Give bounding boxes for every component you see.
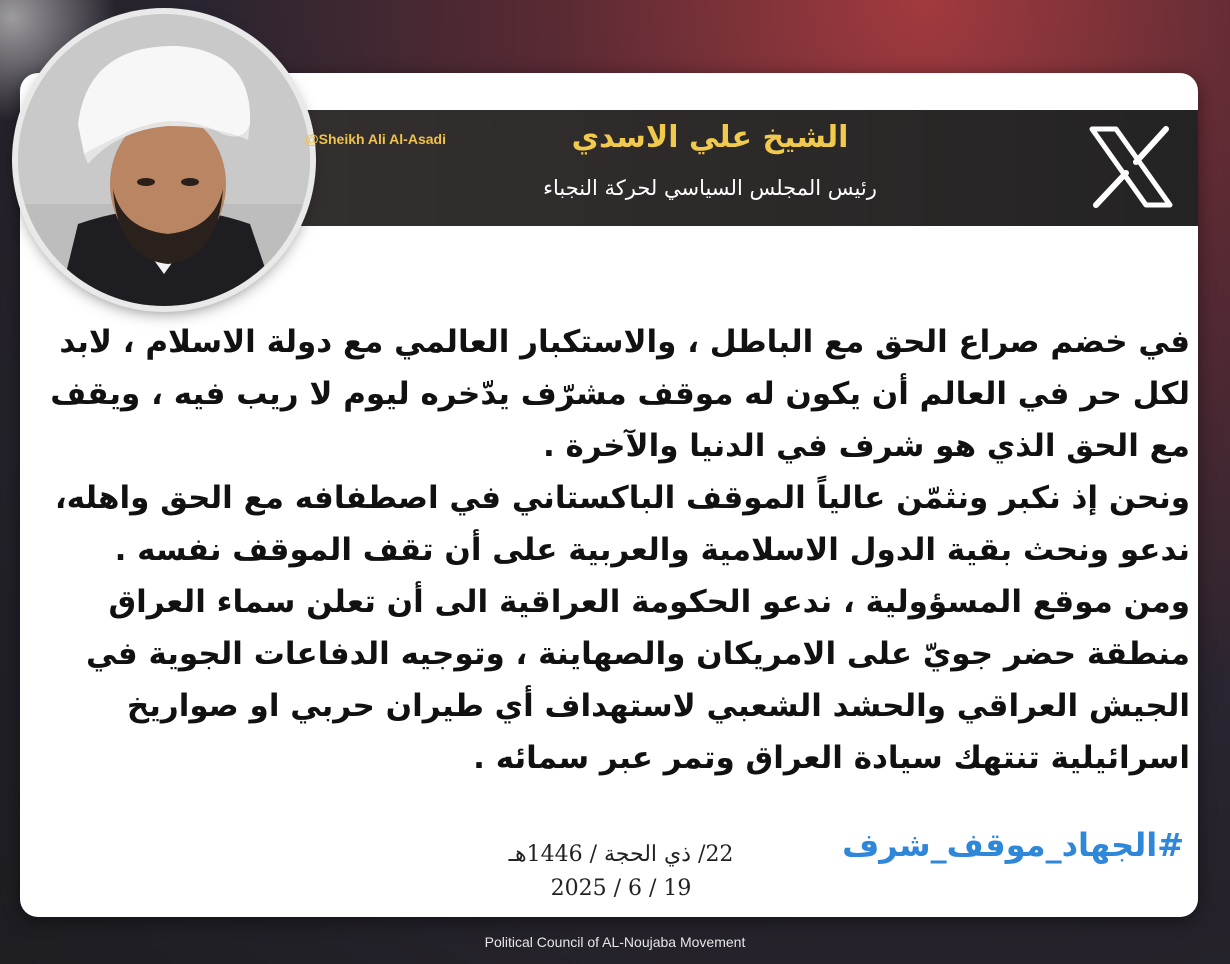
avatar-portrait-icon bbox=[18, 14, 310, 306]
gregorian-date: 2025 / 6 / 19 bbox=[550, 876, 692, 901]
statement-paragraph: في خضم صراع الحق مع الباطل ، والاستكبار العالمي مع دولة الاسلام ، لابد لكل حر في العالم أن يكون له موقف مشرّف يدّخره ليوم لا ريب فيه ، ويقف مع الحق الذي هو شرف في الدنيا والآخرة . bbox=[50, 324, 1190, 464]
statement-paragraph: ونحن إذ نكبر ونثمّن عالياً الموقف الباكستاني في اصطفافه مع الحق واهله، ندعو ونحث بقية الدول الاسلامية والعربية على أن تقف الموقف نفسه . bbox=[54, 480, 1190, 568]
twitter-handle: @Sheikh Ali Al-Asadi bbox=[305, 131, 446, 147]
hijri-date: 22/ ذي الحجة / 1446هـ bbox=[508, 842, 734, 867]
author-title: رئيس المجلس السياسي لحركة النجباء bbox=[543, 176, 877, 200]
statement-body bbox=[38, 316, 1190, 784]
footer-caption: Political Council of AL-Noujaba Movement bbox=[484, 934, 746, 950]
x-logo-icon bbox=[1088, 126, 1174, 208]
statement-paragraph: ومن موقع المسؤولية ، ندعو الحكومة العراقية الى أن تعلن سماء العراق منطقة حضر جويّ على الامريكان والصهاينة ، وتوجيه الدفاعات الجوية في الجيش العراقي والحشد الشعبي لاستهداف أي طيران حربي او صواريخ اسرائيلية تنتهك سيادة العراق وتمر عبر سمائه . bbox=[85, 584, 1190, 776]
author-name: الشيخ علي الاسدي bbox=[571, 120, 849, 155]
hashtag-link[interactable]: #الجهاد_موقف_شرف bbox=[842, 826, 1184, 864]
avatar bbox=[18, 14, 310, 306]
